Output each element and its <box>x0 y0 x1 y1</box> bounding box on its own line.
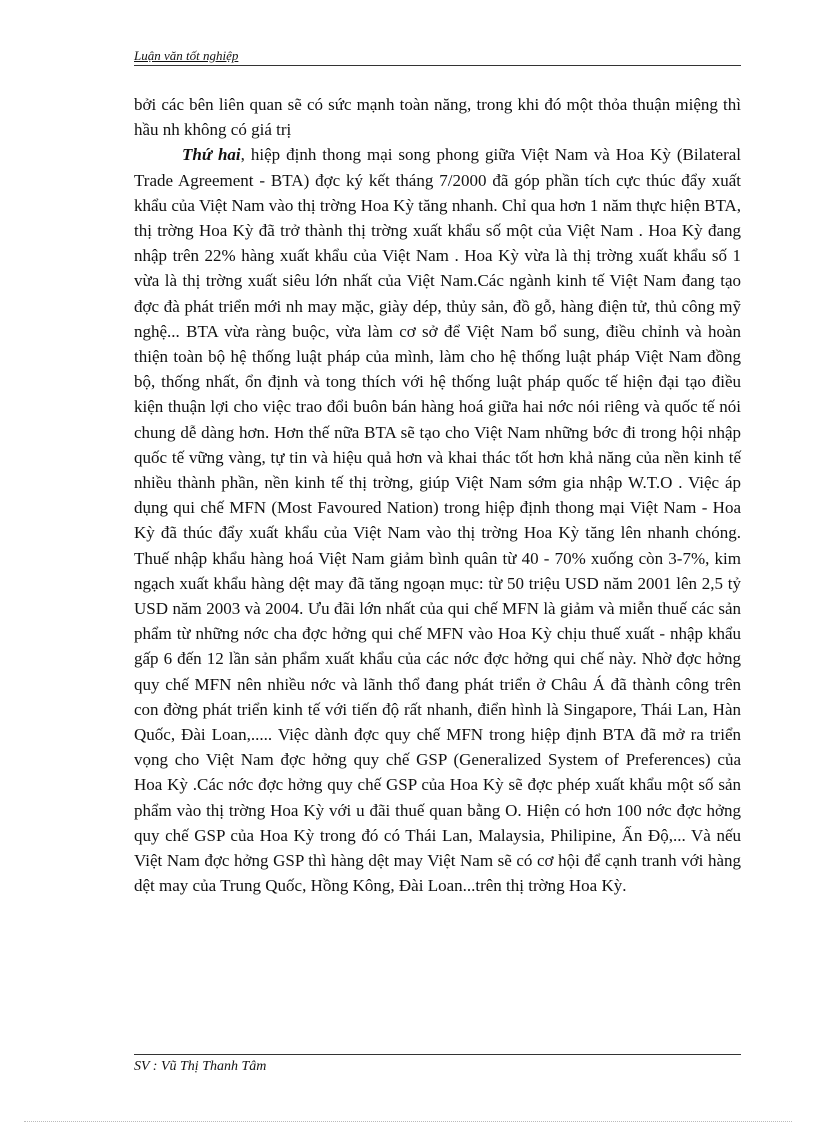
footer-author: SV : Vũ Thị Thanh Tâm <box>134 1059 267 1074</box>
page-bottom-dotted-line <box>24 1121 792 1122</box>
paragraph-second-point <box>134 142 741 898</box>
paragraph-lead: Thứ hai <box>182 145 241 165</box>
paragraph-text: , hiệp định thong mại song phong giữa Việt Nam và Hoa Kỳ (Bilateral Trade Agreement - BTA) đợc ký kết tháng 7/2000 đã góp phần tích cực thúc đẩy xuất khẩu của Việt Nam vào thị trờng Hoa Kỳ tăng nhanh. Chỉ qua hơn 1 năm thực hiện BTA, thị trờng Hoa Kỳ đã trở thành thị trờng xuất khẩu số một của Việt Nam . Hoa Kỳ đang nhập trên 22% hàng xuất khẩu của Việt Nam . Hoa Kỳ vừa là thị trờng xuất khẩu số 1 vừa là thị trờng xuất siêu lớn nhất của Việt Nam.Các ngành kinh tế Việt Nam đang tạo đợc đà phát triển mới nh may mặc, giày dép, thủy sản, đồ gỗ, hàng điện tử, thủ công mỹ nghệ... BTA vừa ràng buộc, vừa làm cơ sở để Việt Nam bổ sung, điều chỉnh và hoàn thiện toàn bộ hệ thống luật pháp của mình, làm cho hệ thống luật pháp Việt Nam đồng bộ, thống nhất, ổn định và tong thích với hệ thống luật pháp quốc tế hiện đại tạo điều kiện thuận lợi cho việc trao đổi buôn bán hàng hoá giữa hai nớc nói riêng và quốc tế nói chung dễ dàng hơn. Hơn thế nữa BTA sẽ tạo cho Việt Nam những bớc đi trong hội nhập quốc tế vững vàng, tự tin và hiệu quả hơn và khai thác tốt hơn khả năng của nền kinh tế nhiều thành phần, nền kinh tế thị trờng, giúp Việt Nam sớm gia nhập W.T.O . Việc áp dụng qui chế MFN (Most Favoured Nation) trong hiệp định thong mại Việt Nam - Hoa Kỳ đã thúc đẩy xuất khẩu của Việt Nam vào thị trờng Hoa Kỳ tăng lên nhanh chóng. Thuế nhập khẩu hàng hoá Việt Nam giảm bình quân từ 40 - 70% xuống còn 3-7%, kim ngạch xuất khẩu hàng dệt may đã tăng ngoạn mục: từ 50 triệu USD năm 2001 lên 2,5 tỷ USD năm 2003 và 2004. Ưu đãi lớn nhất của qui chế MFN là giảm và miễn thuế các sản phẩm từ những nớc cha đợc hởng qui chế MFN vào Hoa Kỳ chịu thuế xuất - nhập khẩu gấp 6 đến 12 lần sản phẩm xuất khẩu của các nớc đợc hởng qui chế này. Nhờ đợc hởng quy chế MFN nên nhiều nớc và lãnh thổ đang phát triển ở Châu Á đã thành công trên con đờng phát triển kinh tế với tiến độ rất nhanh, điển hình là Singapore, Thái Lan, Hàn Quốc, Đài Loan,..... Việc dành đợc quy chế MFN trong hiệp định BTA đã mở ra triển vọng cho Việt Nam đợc hởng quy chế GSP (Generalized System of Preferences) của Hoa Kỳ .Các nớc đợc hởng quy chế GSP của Hoa Kỳ sẽ đợc phép xuất khẩu một số sản phẩm vào thị trờng Hoa Kỳ với u đãi thuế quan bằng O. Hiện có hơn 100 nớc đợc hởng quy chế GSP của Hoa Kỳ trong đó có Thái Lan, Malaysia, Philipine, Ấn Độ,... Và nếu Việt Nam đợc hởng GSP thì hàng dệt may Việt Nam sẽ có cơ hội để cạnh tranh với hàng dệt may của Trung Quốc, Hồng Kông, Đài Loan...trên thị trờng Hoa Kỳ. <box>134 145 742 896</box>
page-footer <box>134 1054 741 1075</box>
paragraph-continuation <box>134 92 741 142</box>
header-title: Luận văn tốt nghiệp <box>134 48 239 63</box>
page-header <box>134 48 741 66</box>
footer-divider <box>134 1054 741 1055</box>
paragraph-text: bởi các bên liên quan sẽ có sức mạnh toàn năng, trong khi đó một thỏa thuận miệng thì hầu nh không có giá trị <box>134 95 741 140</box>
header-divider <box>134 65 741 66</box>
page-body <box>134 92 741 899</box>
